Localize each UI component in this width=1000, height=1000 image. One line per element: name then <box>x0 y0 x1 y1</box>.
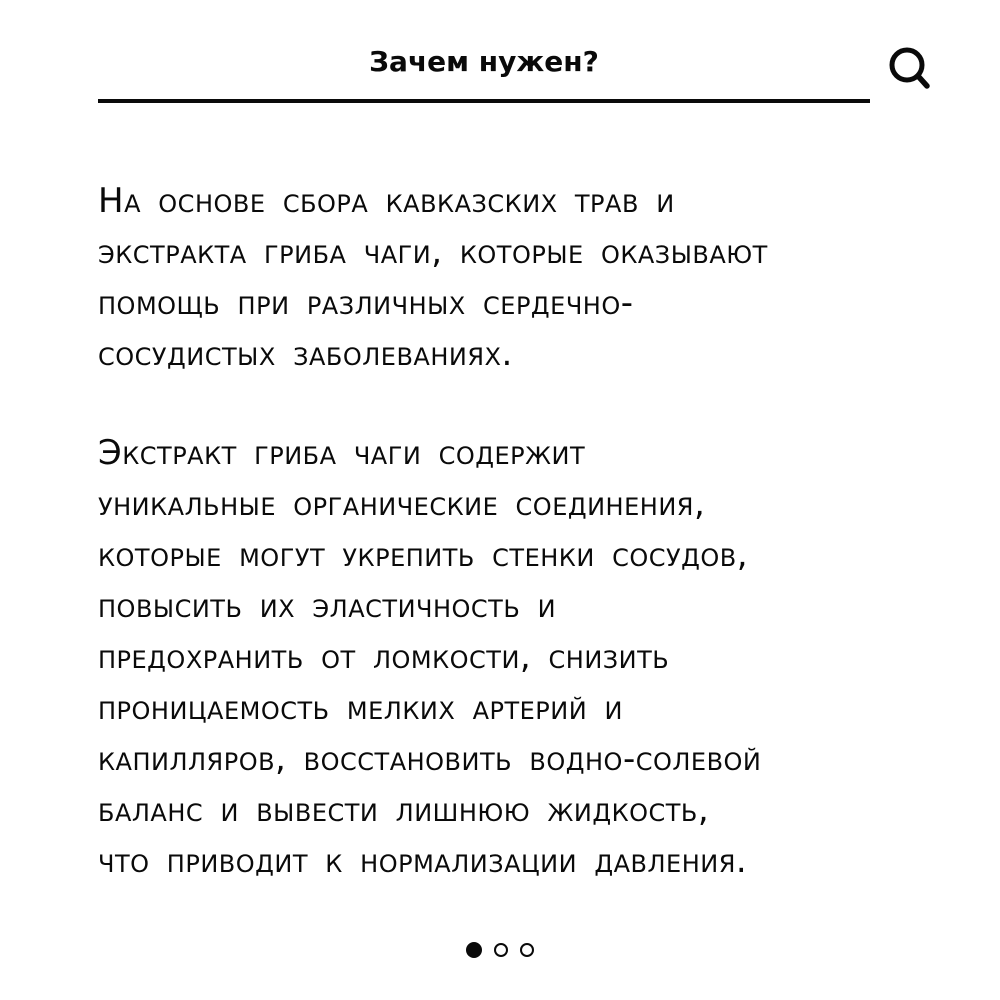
search-icon <box>884 38 944 98</box>
search-button[interactable] <box>884 38 944 98</box>
paragraph-line: экстракта гриба чаги, которые оказывают <box>98 232 768 272</box>
pagination-dot-active[interactable] <box>466 942 482 958</box>
paragraph-line: предохранить от ломкости, снизить <box>98 637 670 677</box>
paragraph-line: проницаемость мелких артерий и <box>98 688 623 728</box>
paragraph-line: уникальные органические соединения, <box>98 484 706 524</box>
paragraph-2 <box>98 428 948 887</box>
paragraph-line: баланс и вывести лишнюю жидкость, <box>98 790 710 830</box>
paragraph-line: Экстракт гриба чаги содержит <box>98 433 586 473</box>
header-divider <box>98 99 870 103</box>
paragraph-line: что приводит к нормализации давления. <box>98 841 748 881</box>
paragraph-line: На основе сбора кавказских трав и <box>98 181 675 221</box>
paragraph-line: сосудистых заболеваниях. <box>98 334 513 374</box>
pagination-dot[interactable] <box>520 943 534 957</box>
pagination-dots <box>0 940 1000 960</box>
paragraph-line: помощь при различных сердечно- <box>98 283 634 323</box>
paragraph-line: которые могут укрепить стенки сосудов, <box>98 535 749 575</box>
paragraph-line: повысить их эластичность и <box>98 586 557 626</box>
paragraph-1 <box>98 176 948 380</box>
pagination-dot[interactable] <box>494 943 508 957</box>
page-title: Зачем нужен? <box>369 45 599 78</box>
paragraph-line: капилляров, восстановить водно-солевой <box>98 739 762 779</box>
